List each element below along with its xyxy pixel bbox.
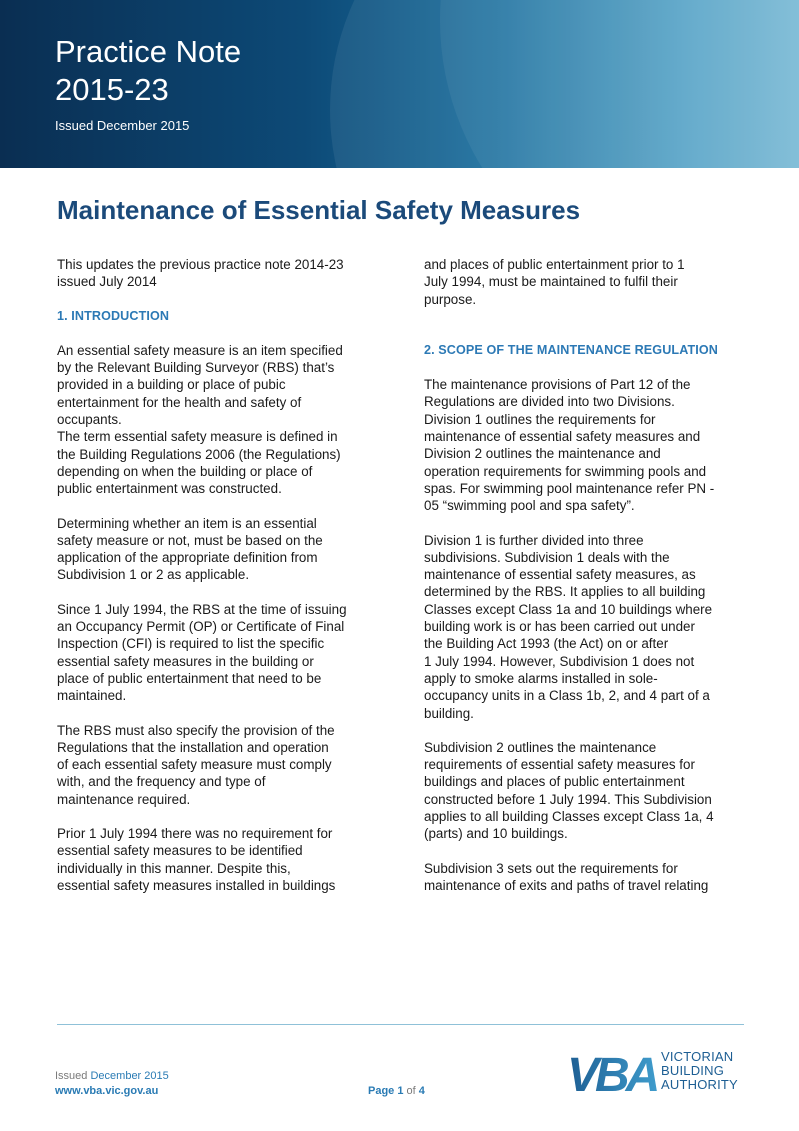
intro-paragraph: This updates the previous practice note 2014-23 issued July 2014 [57,257,344,290]
page-label: Page [368,1085,395,1097]
page-total: 4 [418,1085,425,1097]
document-title: Maintenance of Essential Safety Measures [57,195,581,225]
paragraph: Prior 1 July 1994 there was no requirement for essential safety measures to be identified individually in this manner. Despite this, essential safety measures installed in buildings [57,826,336,893]
vba-logo-mark [567,1047,657,1097]
paragraph: The term essential safety measure is defined in the Building Regulations 2006 (the Regulations) depending on when the building or place of public entertainment was constructed. [57,429,341,497]
paragraph: Subdivision 3 sets out the requirements for maintenance of exits and paths of travel relating [424,860,709,893]
logo-line-3: AUTHORITY [661,1077,738,1092]
header-banner [0,0,799,168]
right-column [424,256,749,911]
page-of: of [406,1085,416,1097]
logo-line-2: BUILDING [661,1063,725,1078]
banner-decoration [440,0,799,168]
paragraph: Division 1 is further divided into three subdivisions. Subdivision 1 deals with the maintenance of essential safety measures, as determined by the RBS. It applies to all building Classes except Class 1a and 10 buildings where building work is or has been carried out under the Building Act 1993 (the Act) on or after 1 July 1994. However, Subdivision 1 does not apply to smoke alarms installed in sole- occupancy units in a Class 1b, 2, and 4 part of a building. [424,532,713,721]
page-number [368,1085,425,1097]
paragraph: The RBS must also specify the provision of the Regulations that the installation and operation of each essential safety measure must comply with, and the frequency and type of maintenance required. [57,722,335,807]
paragraph: Since 1 July 1994, the RBS at the time of issuing an Occupancy Permit (OP) or Certificate of Final Inspection (CFI) is required to list the specific essential safety measures in the building or place of public entertainment that need to be maintained. [57,601,347,704]
section-heading-introduction: 1. INTRODUCTION [57,308,170,323]
issued-date: Issued December 2015 [55,118,190,133]
vba-logo [567,1047,747,1097]
logo-line-1: VICTORIAN [661,1049,734,1064]
paragraph: Determining whether an item is an essential safety measure or not, must be based on the application of the appropriate definition from Subdivision 1 or 2 as applicable. [57,515,323,583]
section-heading-scope: 2. SCOPE OF THE MAINTENANCE REGULATION [424,342,718,357]
paragraph: The maintenance provisions of Part 12 of the Regulations are divided into two Divisions. Division 1 outlines the requirements for maintenance of essential safety measures and Division 2 outlines the maintenance and operation requirements for swimming pools and spas. For swimming pool maintenance refer PN - 05 “swimming pool and spa safety”. [424,377,715,514]
paragraph: An essential safety measure is an item specified by the Relevant Building Surveyor (RBS) that’s provided in a building or place of pubic entertainment for the health and safety of occupants. [57,342,343,428]
footer-divider [57,1024,744,1025]
title-line-1: Practice Note [55,34,242,69]
paragraph: Subdivision 2 outlines the maintenance requirements of essential safety measures for buildings and places of public entertainment constructed before 1 July 1994. This Subdivision applies to all building Classes except Class 1a, 4 (parts) and 10 buildings. [424,739,714,842]
footer-issued-date: December 2015 [90,1070,169,1082]
vba-logo-letters: VBA [567,1049,657,1097]
continuation-paragraph: and places of public entertainment prior to 1 July 1994, must be maintained to fulfil their purpose. [424,257,685,307]
page-current: 1 [397,1085,404,1097]
practice-note-title [55,33,241,109]
vba-logo-wordmark [661,1050,738,1092]
footer-issued [55,1070,169,1082]
footer-issued-label: Issued [55,1070,88,1082]
website-link[interactable]: www.vba.vic.gov.au [55,1085,159,1097]
left-column [57,256,382,911]
title-line-2: 2015-23 [55,72,169,107]
